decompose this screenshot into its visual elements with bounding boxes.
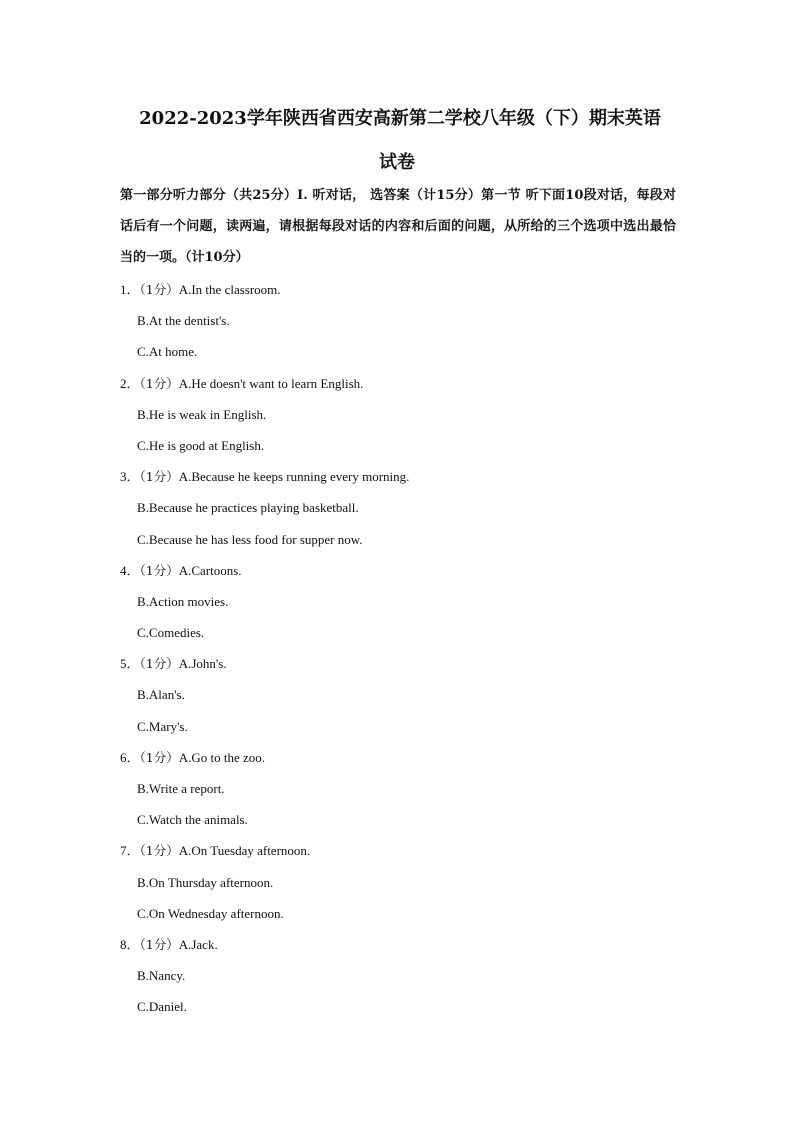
option-a: [120, 368, 680, 399]
question-score: （1分）: [139, 469, 179, 485]
option-b: B.At the dentist's.: [137, 313, 230, 329]
question-number: 3．: [120, 469, 140, 485]
option-a: [120, 929, 680, 960]
option-c: C.Daniel.: [137, 999, 187, 1015]
option-a-text: A.Cartoons.: [178, 562, 242, 578]
option-a: [120, 461, 680, 492]
option-c: C.Comedies.: [137, 625, 205, 641]
question-number: 7．: [120, 843, 140, 859]
option-c: C.Because he has less food for supper now.: [137, 531, 363, 547]
option-b: B.Because he practices playing basketball.: [137, 500, 359, 516]
option-a: [120, 274, 680, 305]
question-score: （1分）: [139, 936, 179, 952]
option-c: C.He is good at English.: [137, 437, 265, 453]
option-c: C.Mary's.: [137, 718, 188, 734]
option-b: B.On Thursday afternoon.: [137, 874, 274, 890]
question-5: [120, 648, 680, 742]
question-number: 8．: [120, 936, 140, 952]
question-score: （1分）: [139, 375, 179, 391]
question-score: （1分）: [139, 749, 179, 765]
question-score: （1分）: [139, 562, 179, 578]
question-3: [120, 461, 680, 555]
option-a: [120, 835, 680, 866]
option-c: C.On Wednesday afternoon.: [137, 905, 284, 921]
question-number: 5．: [120, 656, 140, 672]
option-a-text: A.He doesn't want to learn English.: [178, 375, 364, 391]
option-b: B.He is weak in English.: [137, 406, 267, 422]
option-a-text: A.In the classroom.: [178, 282, 281, 297]
option-c: C.Watch the animals.: [137, 812, 248, 828]
option-b: B.Write a report.: [137, 781, 225, 796]
question-score: （1分）: [139, 282, 179, 297]
option-a-text: A.Jack.: [178, 936, 218, 952]
question-8: [120, 929, 680, 1023]
question-number: 6．: [120, 749, 140, 765]
question-number: 4．: [120, 562, 140, 578]
option-a: [120, 555, 680, 586]
option-a-text: A.John's.: [178, 656, 227, 672]
option-b: B.Nancy.: [137, 968, 186, 984]
question-1: [120, 274, 680, 368]
question-6: [120, 742, 680, 836]
option-b: B.Alan's.: [137, 687, 185, 703]
question-number: 2．: [120, 375, 140, 391]
question-number: 1．: [120, 282, 140, 297]
option-b: B.Action movies.: [137, 593, 229, 609]
option-a-text: A.On Tuesday afternoon.: [178, 843, 311, 859]
option-c: C.At home.: [137, 344, 198, 360]
question-score: （1分）: [139, 843, 179, 859]
option-a-text: A.Because he keeps running every morning.: [178, 469, 410, 485]
question-score: （1分）: [139, 656, 179, 672]
option-a: [120, 742, 680, 773]
exam-title-line-2: 试卷: [379, 152, 415, 173]
question-4: [120, 555, 680, 649]
option-a: [120, 648, 680, 679]
question-list: [120, 274, 680, 1023]
question-2: [120, 368, 680, 462]
option-a-text: A.Go to the zoo.: [178, 749, 266, 765]
exam-title-line-1: 2022-2023学年陕西省西安高新第二学校八年级（下）期末英语: [139, 108, 661, 129]
section-instructions: 第一部分听力部分（共25分）I. 听对话， 选答案（计15分）第一节 听下面10段对话，每段对话后有一个问题，读两遍，请根据每段对话的内容和后面的问题，从所给的三个选项中选出最恰当的一项。（计10分）: [120, 188, 676, 265]
question-7: [120, 835, 680, 929]
